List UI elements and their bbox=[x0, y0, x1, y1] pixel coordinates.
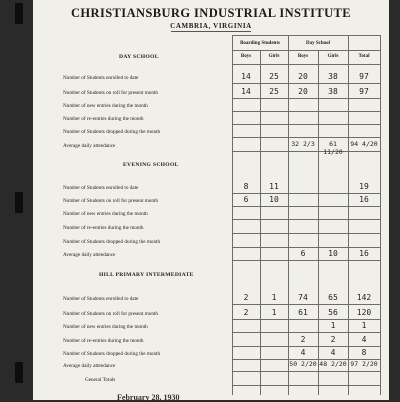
grid-line bbox=[260, 50, 261, 395]
table-cell: 142 bbox=[356, 293, 372, 302]
table-cell: 8 bbox=[361, 348, 367, 357]
grid-line bbox=[232, 260, 380, 261]
grid-line bbox=[232, 137, 380, 138]
table-cell: 25 bbox=[269, 72, 279, 81]
grid-line bbox=[232, 98, 380, 99]
table-cell: 97 bbox=[359, 72, 369, 81]
table-cell: 6 bbox=[300, 249, 306, 258]
day-girls-header: Girls bbox=[327, 54, 339, 59]
row-label: Number of Students enrolled to date bbox=[63, 185, 139, 191]
row-label: Number of Students enrolled to date bbox=[63, 75, 139, 81]
table-cell: 94 4/20 bbox=[350, 140, 378, 148]
grid-line bbox=[232, 233, 380, 234]
table-cell: 25 bbox=[269, 87, 279, 96]
row-label: Number of new entries during the month bbox=[63, 324, 148, 330]
row-label: Number of Students dropped during the month bbox=[63, 351, 161, 357]
row-label: Average daily attendance bbox=[63, 143, 116, 149]
table-cell: 14 bbox=[241, 72, 251, 81]
table-cell: 120 bbox=[356, 308, 372, 317]
table-cell: 8 bbox=[243, 182, 249, 191]
grid-line bbox=[232, 247, 380, 248]
row-label: Number of Students on roll for present month bbox=[63, 198, 158, 204]
row-label: Number of Students on roll for present month bbox=[63, 90, 158, 96]
table-cell: 65 bbox=[328, 293, 338, 302]
grid-line bbox=[232, 219, 380, 220]
report-sheet bbox=[33, 0, 389, 400]
table-cell: 38 bbox=[328, 87, 338, 96]
row-label: Average daily attendance bbox=[63, 363, 116, 369]
institute-title: CHRISTIANSBURG INDUSTRIAL INSTITUTE bbox=[70, 6, 352, 20]
grid-line bbox=[232, 35, 380, 36]
grid-line bbox=[232, 111, 380, 112]
table-cell: 1 bbox=[330, 321, 336, 330]
table-cell: 32 2/3 bbox=[291, 140, 315, 148]
section-heading-day: DAY SCHOOL bbox=[119, 54, 159, 60]
grid-line bbox=[232, 385, 380, 386]
table-cell: 97 bbox=[359, 87, 369, 96]
table-cell: 2 bbox=[330, 335, 336, 344]
table-cell: 38 bbox=[328, 72, 338, 81]
table-cell: 2 bbox=[243, 293, 249, 302]
grid-line bbox=[380, 35, 381, 395]
table-cell: 19 bbox=[359, 182, 369, 191]
grid-line bbox=[232, 206, 380, 207]
grid-line bbox=[232, 346, 380, 347]
binder-tab bbox=[15, 3, 23, 24]
grid-line bbox=[232, 332, 380, 333]
table-cell: 2 bbox=[243, 308, 249, 317]
report-date: February 28, 1930 bbox=[117, 393, 180, 402]
binder-tab bbox=[15, 362, 23, 383]
table-cell: 1 bbox=[271, 293, 277, 302]
boarding-students-header: Boarding Students bbox=[240, 41, 280, 46]
table-cell: 14 bbox=[241, 87, 251, 96]
location-subtitle: CAMBRIA, VIRGINIA bbox=[170, 22, 252, 30]
table-cell: 61 bbox=[298, 308, 308, 317]
row-label: Number of Students dropped during the month bbox=[63, 239, 161, 245]
row-label: Number of re-entries during the month bbox=[63, 116, 144, 122]
day-school-header: Day School bbox=[305, 41, 331, 46]
grid-line bbox=[232, 319, 380, 320]
table-cell: 10 bbox=[269, 195, 279, 204]
table-cell: 16 bbox=[359, 249, 369, 258]
table-cell: 4 bbox=[300, 348, 306, 357]
table-cell: 11 bbox=[269, 182, 279, 191]
table-cell: 2 bbox=[300, 335, 306, 344]
table-cell: 50 2/20 bbox=[289, 360, 317, 368]
row-label: General Totals bbox=[85, 377, 116, 383]
boarding-girls-header: Girls bbox=[268, 54, 280, 59]
table-cell: 74 bbox=[298, 293, 308, 302]
row-label: Number of Students on roll for present month bbox=[63, 311, 158, 317]
row-label: Average daily attendance bbox=[63, 252, 116, 258]
table-cell: 6 bbox=[243, 195, 249, 204]
table-cell: 48 2/20 bbox=[319, 360, 347, 368]
subtitle-rule bbox=[171, 31, 251, 32]
row-label: Number of Students dropped during the month bbox=[63, 129, 161, 135]
binder-tab bbox=[15, 192, 23, 213]
table-cell: 20 bbox=[298, 72, 308, 81]
table-cell: 16 bbox=[359, 195, 369, 204]
section-heading-evening: EVENING SCHOOL bbox=[123, 162, 179, 168]
table-cell: 1 bbox=[271, 308, 277, 317]
table-cell: 61 11/20 bbox=[323, 140, 343, 156]
table-cell: 56 bbox=[328, 308, 338, 317]
grid-line bbox=[232, 64, 380, 65]
row-label: Number of re-entries during the month bbox=[63, 338, 144, 344]
row-label: Number of new entries during the month bbox=[63, 103, 148, 109]
grid-line bbox=[232, 124, 380, 125]
grid-line bbox=[232, 193, 380, 194]
grid-line bbox=[232, 151, 380, 152]
day-boys-header: Boys bbox=[297, 54, 309, 59]
row-label: Number of re-entries during the month bbox=[63, 225, 144, 231]
total-header: Total bbox=[358, 54, 370, 59]
grid-line bbox=[232, 83, 380, 84]
row-label: Number of new entries during the month bbox=[63, 211, 148, 217]
row-label: Number of Students enrolled to date bbox=[63, 296, 139, 302]
table-cell: 20 bbox=[298, 87, 308, 96]
table-cell: 1 bbox=[361, 321, 367, 330]
grid-line bbox=[232, 304, 380, 305]
grid-line bbox=[232, 371, 380, 372]
boarding-boys-header: Boys bbox=[240, 54, 252, 59]
section-heading-hill: HILL PRIMARY INTERMEDIATE bbox=[99, 272, 194, 278]
table-cell: 4 bbox=[361, 335, 367, 344]
grid-line bbox=[232, 50, 380, 51]
table-cell: 97 2/20 bbox=[350, 360, 378, 368]
table-cell: 10 bbox=[328, 249, 338, 258]
table-cell: 4 bbox=[330, 348, 336, 357]
